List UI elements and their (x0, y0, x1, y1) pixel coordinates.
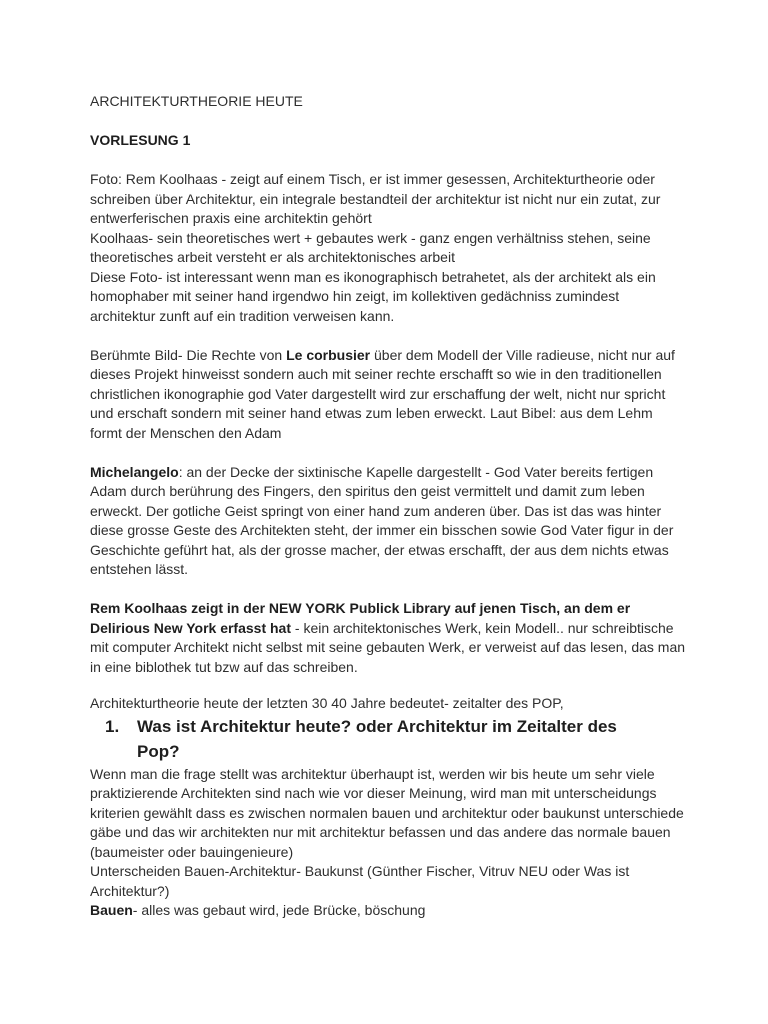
text-segment: (baumeister oder bauingenieure) (90, 843, 294, 860)
text-line (90, 385, 730, 405)
text-segment: diese grosse Geste des Architekten steht, der immer ein bisschen sowie God Vater figur in der (90, 522, 674, 538)
text-line (90, 784, 730, 804)
text-line (90, 229, 730, 249)
paragraph (90, 599, 730, 677)
text-segment: Koolhaas- sein theoretisches wert + gebautes werk - ganz engen verhältniss stehen, seine (90, 229, 651, 246)
text-segment: Foto: Rem Koolhaas - zeigt auf einem Tisch, er ist immer gesessen, Architekturtheorie oder (90, 171, 655, 187)
bold-text: Le corbusier (286, 346, 371, 363)
text-line (90, 882, 730, 902)
heading-text-line: Pop? (137, 741, 180, 761)
text-segment: kriterien gewählt dass es zwischen normalen bauen und architektur oder baukunst unterschiede (90, 804, 684, 821)
bold-text: Delirious New York erfasst hat (90, 619, 291, 636)
text-line (90, 268, 730, 288)
text-segment: in eine biblothek tut bzw auf das schreiben. (90, 658, 358, 675)
heading-number: 1. (105, 716, 120, 736)
text-line (90, 765, 730, 785)
heading-text-line: Was ist Architektur heute? oder Architektur im Zeitalter des (137, 716, 617, 736)
section-heading (105, 714, 730, 764)
text-segment: christlichen ikonographie god Vater dargestellt wird zur erschaffung der welt, nicht nur spricht (90, 385, 666, 402)
text-segment: - kein architektonisches Werk, kein Modell.. nur schreibtische (291, 619, 674, 636)
lecture-heading: VORLESUNG 1 (90, 132, 191, 148)
text-line (90, 502, 730, 522)
paragraphs (90, 170, 730, 714)
text-line (90, 209, 730, 229)
text-segment: dieses Projekt hinweisst sondern auch mit seiner rechte erschafft so wie in den traditionellen (90, 366, 662, 382)
bold-text: Rem Koolhaas zeigt in der NEW YORK Publick Library auf jenen Tisch, an dem er (90, 600, 631, 616)
text-segment: theoretisches arbeit versteht er als architektonisches arbeit (90, 249, 455, 265)
text-line (90, 365, 730, 385)
text-line (90, 307, 730, 327)
text-line (90, 843, 730, 863)
text-line (90, 170, 730, 190)
text-segment: Architekturtheorie heute der letzten 30 40 Jahre bedeutet- zeitalter des POP, (90, 695, 564, 711)
text-line (90, 190, 730, 210)
text-segment: formt der Menschen den Adam (90, 424, 282, 441)
document-title: ARCHITEKTURTHEORIE HEUTE (90, 93, 303, 109)
text-segment: und erschaft sondern mit seiner hand etwas zum leben erweckt. Laut Bibel: aus dem Lehm (90, 405, 653, 421)
text-line (90, 658, 730, 678)
text-segment: Berühmte Bild- Die Rechte von (90, 346, 287, 363)
text-segment: homophaber mit seiner hand irgendwo hin zeigt, im kollektiven gedächniss zumindest (90, 288, 620, 304)
text-line (90, 823, 730, 843)
text-segment: : an der Decke der sixtinische Kapelle dargestellt - God Vater bereits fertigen (178, 463, 654, 480)
bold-text: Bauen (90, 902, 133, 918)
text-segment: erweckt. Der gotliche Geist springt von einer hand zum anderen über. Das ist das was hinter (90, 502, 662, 519)
text-segment: praktizierende Architekten sind nach wie vor dieser Meinung, wird man mit unterscheidungs (90, 785, 657, 801)
text-segment: schreiben über Architektur, ein integrale bestandteil der architektur ist nicht nur ein zutat, zur (90, 190, 661, 207)
text-segment: entwerferischen praxis eine architektin gehört (90, 210, 372, 226)
text-line (90, 541, 730, 561)
text-segment: mit computer Architekt nicht selbst mit seine gebauten Werk, er verweist auf das lesen, das man (90, 639, 686, 655)
text-line (90, 482, 730, 502)
text-line (90, 694, 730, 714)
text-line (90, 287, 730, 307)
bold-text: Michelangelo (90, 463, 179, 480)
paragraph (90, 346, 730, 444)
text-line (90, 901, 730, 921)
section-body (90, 765, 730, 921)
text-segment: Geschichte geführt hat, als der grosse macher, der etwas erschafft, der aus dem nichts etwas (90, 541, 669, 558)
text-line (90, 638, 730, 658)
text-line (90, 599, 730, 619)
text-line (90, 619, 730, 639)
text-segment: Diese Foto- ist interessant wenn man es ikonographisch betrahetet, als der architekt als ein (90, 268, 656, 285)
text-segment: gäbe und das wir architekten nur mit architektur befassen und das andere das normale bauen (90, 824, 671, 840)
text-segment: Wenn man die frage stellt was architektur überhaupt ist, werden wir bis heute um sehr viele (90, 765, 655, 782)
text-segment: Architektur?) (90, 882, 170, 899)
paragraph (90, 170, 730, 326)
text-line (90, 404, 730, 424)
text-segment: entstehen lässt. (90, 561, 189, 577)
text-line (90, 424, 730, 444)
text-line (90, 248, 730, 268)
text-segment: Adam durch berührung des Fingers, den spiritus den geist vermittelt und damit zum leben (90, 483, 645, 499)
text-segment: über dem Modell der Ville radieuse, nicht nur auf (370, 346, 675, 363)
text-line (90, 862, 730, 882)
text-line (90, 560, 730, 580)
text-line (90, 521, 730, 541)
text-line (90, 804, 730, 824)
text-segment: architektur zunft auf ein tradition verweisen kann. (90, 307, 395, 324)
text-segment: Unterscheiden Bauen-Architektur- Baukunst (Günther Fischer, Vitruv NEU oder Was ist (90, 863, 630, 879)
text-line (90, 463, 730, 483)
paragraph (90, 463, 730, 580)
paragraph (90, 694, 730, 714)
text-line (90, 346, 730, 366)
document-page (90, 92, 730, 921)
text-segment: - alles was gebaut wird, jede Brücke, böschung (132, 902, 426, 918)
